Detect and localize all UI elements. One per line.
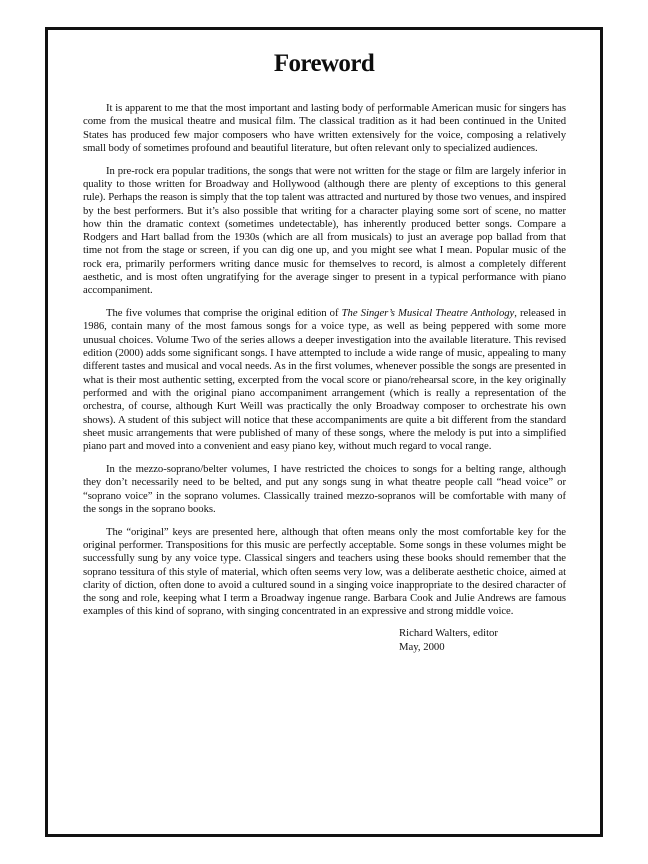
page-title: Foreword (273, 50, 375, 77)
paragraph-3-lead: The five volumes that comprise the original edition of (106, 307, 342, 320)
page-frame (45, 27, 603, 837)
signature-date: May, 2000 (399, 640, 445, 653)
paragraph-2: In pre-rock era popular traditions, the songs that were not written for the stage or film are largely inferior in quality to those written for Broadway and Hollywood (although there are plenty of exceptions to this general rule). Perhaps the reason is simply that the top talent was attracted and nurtured by those two venues, and inspired by the best performers. But it’s also possible that writing for a character playing some sort of scene, no matter how thin the dramatic context (sometimes undetectable), has inherently produced better songs. Compare a Rodgers and Hart ballad from the 1930s (which are all from musicals) to just an average pop ballad from that time not from the stage or screen, if you can dig one up, and you might see what I mean. Popular music of the rock era, primarily performers writing dance music for themselves to record, is almost a completely different aesthetic, and is most often ungratifying for the average singer to present in a typical performance with piano accompaniment. (83, 164, 566, 297)
paragraph-4: In the mezzo-soprano/belter volumes, I have restricted the choices to songs for a belting range, although they don’t necessarily need to be belted, and put any songs sung in what theatre people call “head voice” or “soprano voice” in the soprano volumes. Classically trained mezzo-sopranos will be comfortable with many of the songs in the soprano books. (83, 462, 566, 515)
book-title-italic: The Singer’s Musical Theatre Anthology (341, 307, 515, 320)
paragraph-3-rest: , released in 1986, contain many of the most famous songs for a voice type, as well as being peppered with some more unusual choices. Volume Two of the series allows a deeper investigation into the available literature. This revised edition (2000) adds some significant songs. I have attempted to include a wide range of music, appealing to many different tastes and musical and vocal needs. As in the first volumes, whenever possible the songs are presented in what is their most authentic setting, excerpted from the vocal score or piano/rehearsal score, in the key originally performed and with the original piano accompaniment arrangement (which is really a representation of the orchestra, of course, although Kurt Weill was practically the only Broadway composer to orchestrate his own shows). A student of this subject will notice that these accompaniments are quite a bit different from the standard sheet music arrangements that were published of many of these songs, where the melody is put into a simplified piano part and moved into a convenient and easy piano key, without much regard to vocal range. (83, 307, 566, 453)
paragraph-3 (83, 307, 566, 453)
signature-name: Richard Walters, editor (399, 627, 498, 639)
signature-block (399, 627, 498, 654)
paragraph-5: The “original” keys are presented here, although that often means only the most comfortable key for the original performer. Transpositions for this music are perfectly acceptable. Some songs in these volumes might be successfully sung by any voice type. Classical singers and teachers using these books should remember that the soprano tessitura of this style of material, which often seems very low, was a deliberate aesthetic choice, aimed at clarity of diction, often done to avoid a cultured sound in a singing voice inappropriate to the desired character of the song and role, keeping what I term a Broadway ingenue range. Barbara Cook and Julie Andrews are famous examples of this kind of soprano, with singing concentrated in an expressive and strong middle voice. (83, 525, 566, 618)
foreword-body (83, 102, 566, 628)
paragraph-1: It is apparent to me that the most important and lasting body of performable American music for singers has come from the musical theatre and musical film. The classical tradition as it had been continued in the United States has produced few major composers who have written extensively for the voice, composing a relatively small body of sometimes profound and beautiful literature, but often relevant only to specialized audiences. (83, 102, 566, 154)
